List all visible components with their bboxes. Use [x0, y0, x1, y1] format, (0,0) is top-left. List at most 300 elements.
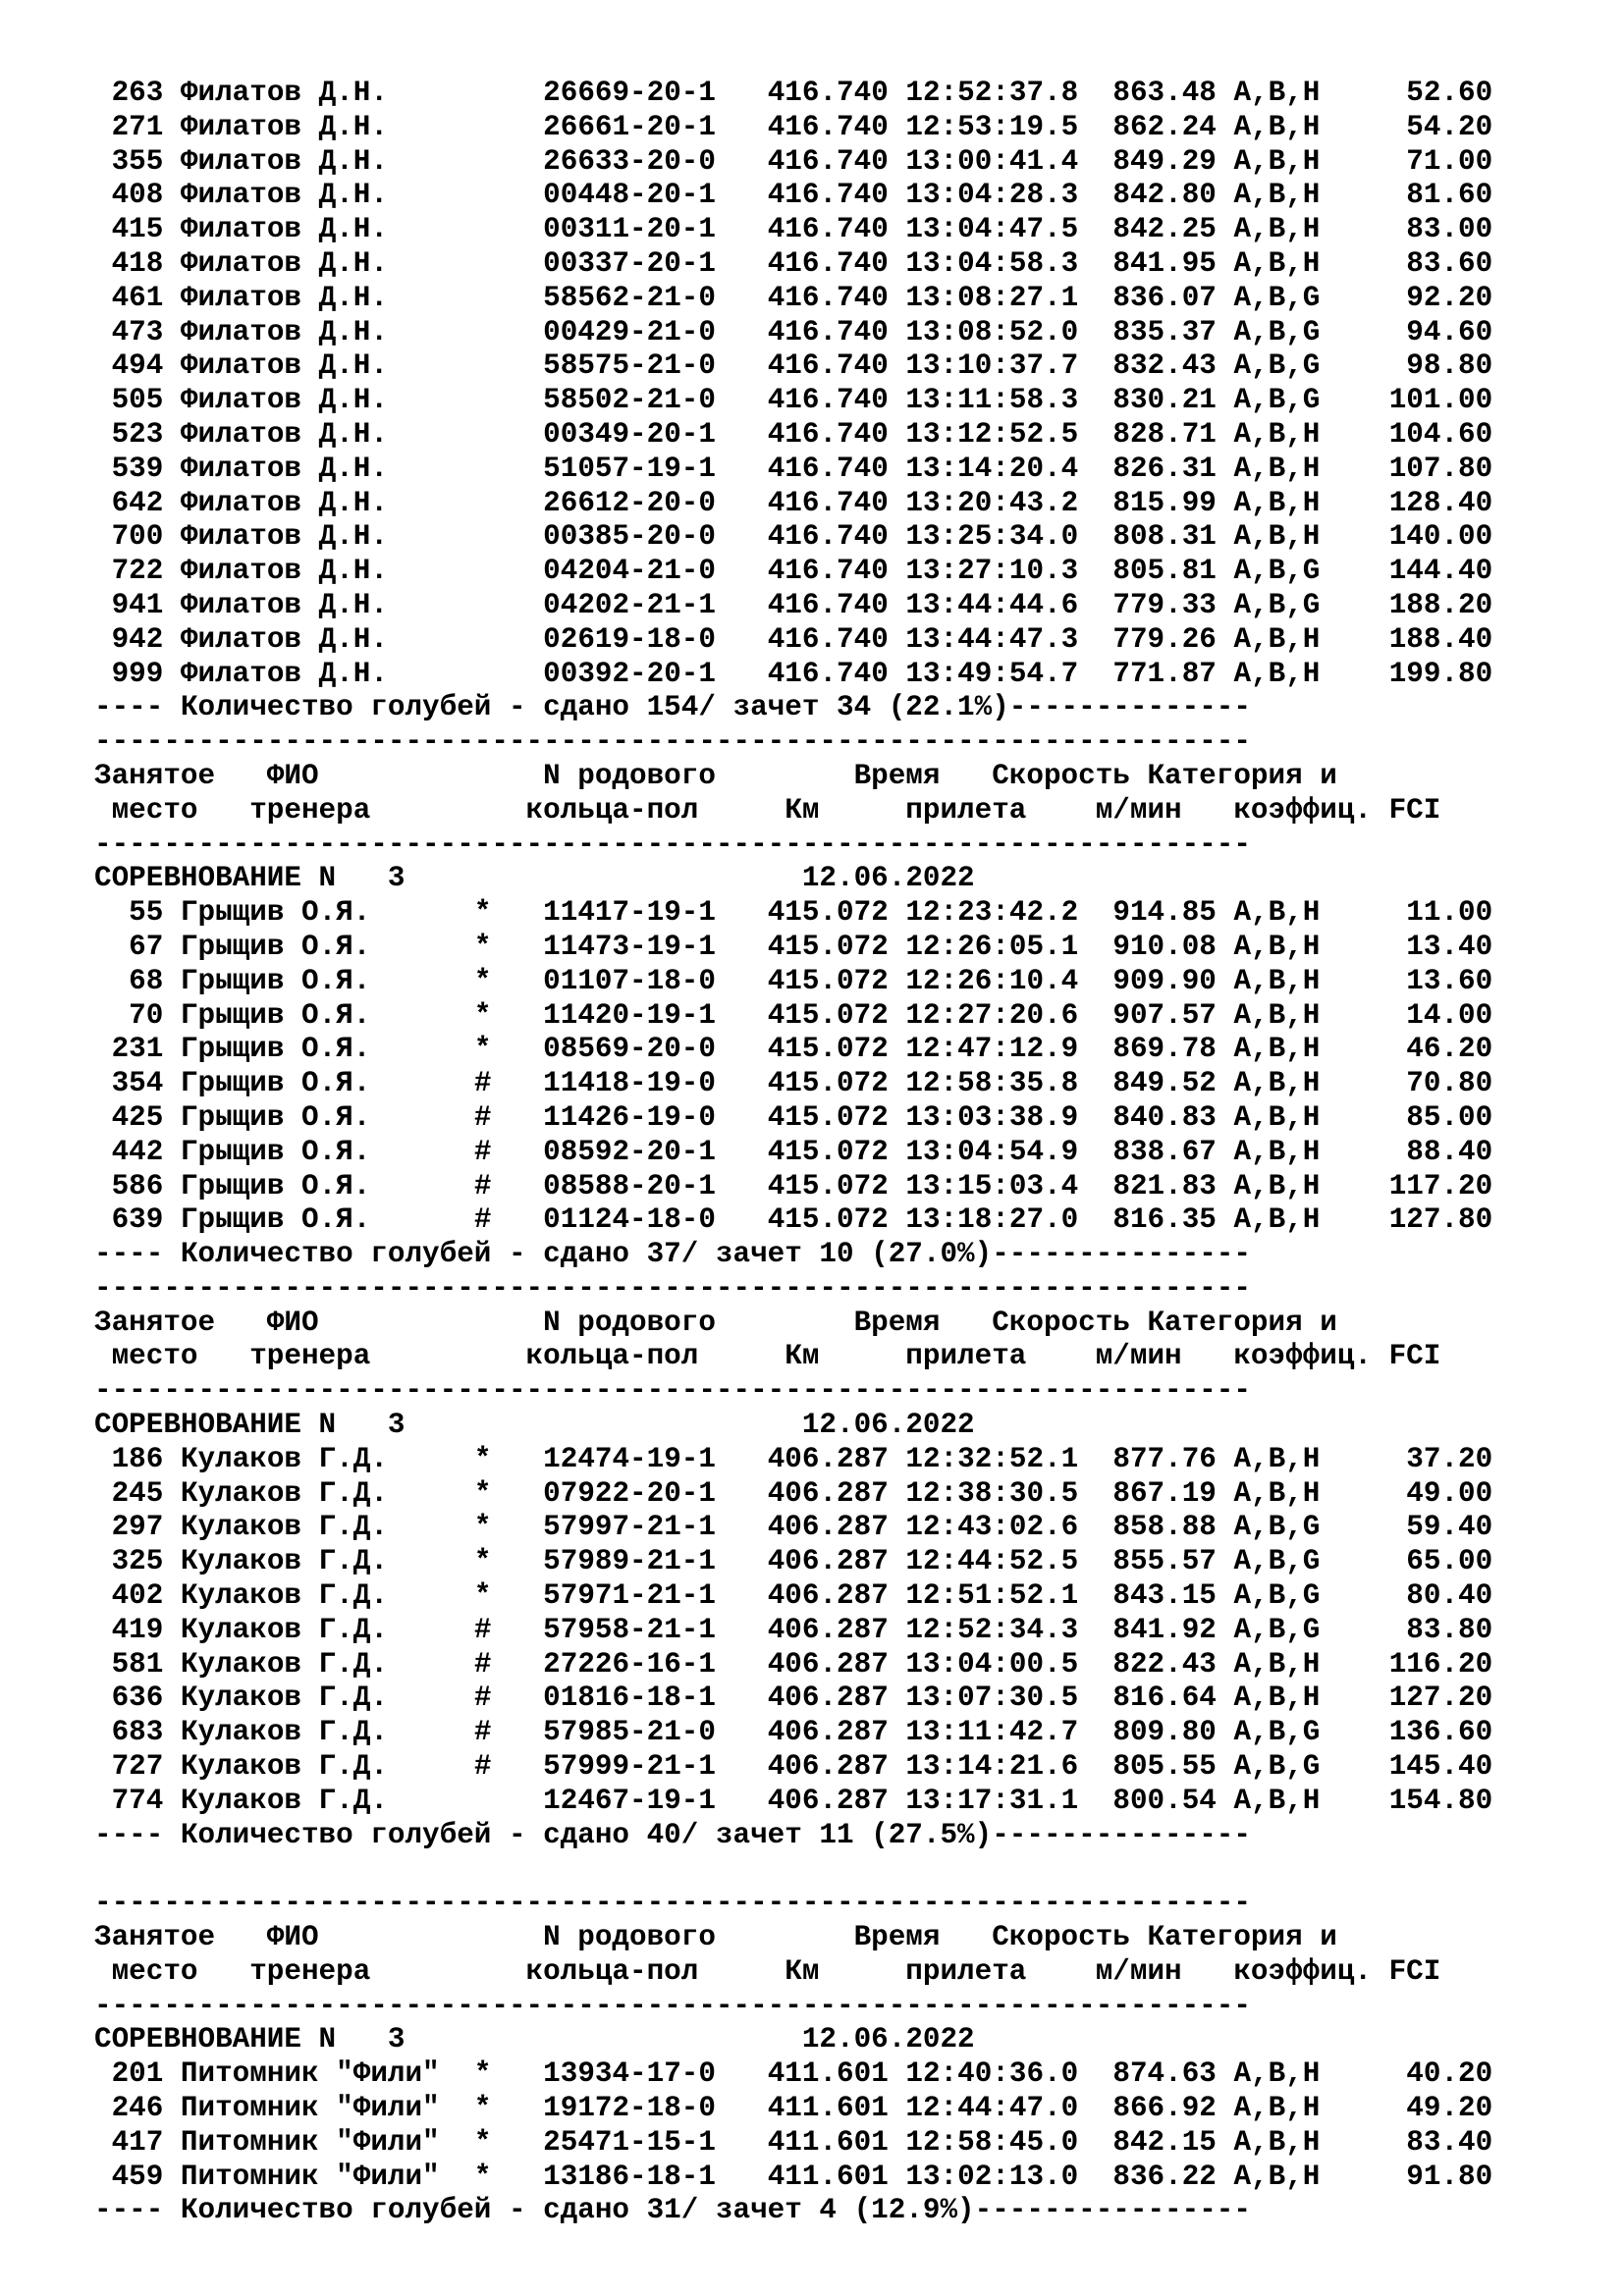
arrival-time: 13:04:28.3	[905, 179, 1079, 212]
mark	[474, 520, 492, 553]
table-row	[94, 2092, 1492, 2126]
place: 494	[94, 349, 164, 383]
table-row	[94, 2057, 1492, 2092]
speed: 826.31	[1112, 452, 1217, 485]
speed: 805.55	[1112, 1750, 1217, 1784]
speed: 836.22	[1112, 2160, 1217, 2193]
trainer-name: Филатов Д.Н.	[180, 384, 458, 417]
trainer-name: Филатов Д.Н.	[180, 179, 458, 212]
category: A,B,H	[1233, 417, 1321, 451]
speed: 840.83	[1112, 1100, 1217, 1134]
table-row	[94, 2126, 1492, 2161]
competition-title: СОРЕВНОВАНИЕ N 3	[94, 2023, 716, 2056]
category: A,B,G	[1233, 588, 1321, 621]
speed: 867.19	[1112, 1476, 1217, 1510]
trainer-name: Филатов Д.Н.	[180, 246, 458, 280]
trainer-name: Филатов Д.Н.	[180, 622, 458, 656]
trainer-name: Филатов Д.Н.	[180, 110, 458, 143]
speed: 909.90	[1112, 964, 1217, 997]
place: 774	[94, 1784, 164, 1817]
rule-line: -------------------------------------------------------------------	[94, 1989, 1251, 2022]
mark: #	[473, 1169, 492, 1202]
arrival-time: 13:44:47.3	[905, 622, 1079, 656]
ring-number: 12467-19-1	[543, 1784, 716, 1817]
fci-coefficient: 85.00	[1320, 1100, 1493, 1134]
speed: 779.26	[1112, 622, 1217, 656]
arrival-time: 12:38:30.5	[905, 1476, 1079, 1510]
table-header	[94, 760, 1492, 794]
table-header-line-1: Занятое ФИО N родового Время Скорость Категория и	[94, 759, 1337, 792]
table-row	[94, 1170, 1492, 1204]
place: 186	[94, 1442, 164, 1475]
speed: 869.78	[1112, 1033, 1217, 1066]
place: 408	[94, 179, 164, 212]
arrival-time: 12:52:37.8	[905, 77, 1079, 109]
table-row	[94, 1511, 1492, 1545]
category: A,B,G	[1233, 1716, 1321, 1749]
summary-line: ---- Количество голубей - сдано 31/ зачет 4 (12.9%)----------------	[94, 2194, 1251, 2227]
category: A,B,G	[1233, 384, 1321, 417]
speed: 842.80	[1112, 179, 1217, 212]
ring-number: 07922-20-1	[543, 1476, 716, 1510]
speed: 866.92	[1112, 2092, 1217, 2125]
distance-km: 406.287	[767, 1442, 889, 1475]
category: A,B,H	[1233, 213, 1321, 246]
table-row	[94, 896, 1492, 931]
arrival-time: 12:43:02.6	[905, 1511, 1079, 1544]
fci-coefficient: 127.80	[1320, 1203, 1493, 1237]
mark	[474, 589, 492, 621]
competition-date: 12.06.2022	[801, 2023, 975, 2056]
summary-line: ---- Количество голубей - сдано 37/ зачет 10 (27.0%)---------------	[94, 1238, 1251, 1271]
fci-coefficient: 83.60	[1320, 246, 1493, 280]
trainer-name: Кулаков Г.Д.	[180, 1750, 458, 1784]
mark: *	[473, 2125, 492, 2159]
ring-number: 00349-20-1	[543, 417, 716, 451]
table-row	[94, 145, 1492, 180]
arrival-time: 13:18:27.0	[905, 1203, 1079, 1237]
distance-km: 415.072	[767, 896, 889, 930]
arrival-time: 13:11:58.3	[905, 384, 1079, 417]
fci-coefficient: 13.40	[1320, 930, 1493, 963]
competition-line	[94, 862, 1492, 896]
mark	[474, 179, 492, 211]
summary-line: ---- Количество голубей - сдано 154/ зачет 34 (22.1%)--------------	[94, 691, 1251, 724]
arrival-time: 13:27:10.3	[905, 555, 1079, 588]
fci-coefficient: 14.00	[1320, 998, 1493, 1032]
trainer-name: Кулаков Г.Д.	[180, 1545, 458, 1578]
ring-number: 01816-18-1	[543, 1682, 716, 1715]
place: 727	[94, 1750, 164, 1784]
ring-number: 01124-18-0	[543, 1203, 716, 1237]
speed: 855.57	[1112, 1545, 1217, 1578]
mark: *	[473, 1579, 492, 1613]
place: 417	[94, 2125, 164, 2159]
category: A,B,H	[1233, 1100, 1321, 1134]
fci-coefficient: 88.40	[1320, 1135, 1493, 1168]
table-row	[94, 623, 1492, 658]
speed: 907.57	[1112, 998, 1217, 1032]
arrival-time: 13:20:43.2	[905, 486, 1079, 519]
place: 246	[94, 2092, 164, 2125]
results-document	[94, 77, 1492, 2228]
table-row	[94, 1067, 1492, 1101]
trainer-name: Филатов Д.Н.	[180, 417, 458, 451]
category: A,B,H	[1233, 452, 1321, 485]
category: A,B,G	[1233, 315, 1321, 348]
ring-number: 25471-15-1	[543, 2125, 716, 2159]
speed: 841.95	[1112, 246, 1217, 280]
distance-km: 416.740	[767, 417, 889, 451]
arrival-time: 13:10:37.7	[905, 349, 1079, 383]
speed: 836.07	[1112, 281, 1217, 314]
summary-text: Количество голубей - сдано 40/ зачет 11 (27.5%)	[180, 1818, 993, 1851]
competition-line	[94, 2023, 1492, 2057]
trainer-name: Филатов Д.Н.	[180, 588, 458, 621]
ring-number: 26633-20-0	[543, 144, 716, 178]
trainer-name: Кулаков Г.Д.	[180, 1442, 458, 1475]
mark: *	[473, 964, 492, 997]
table-header	[94, 1307, 1492, 1341]
fci-coefficient: 46.20	[1320, 1033, 1493, 1066]
mark	[474, 213, 492, 245]
trainer-name: Филатов Д.Н.	[180, 657, 458, 690]
speed: 816.64	[1112, 1682, 1217, 1715]
table-row	[94, 487, 1492, 521]
mark	[474, 1785, 492, 1817]
ring-number: 08588-20-1	[543, 1169, 716, 1202]
trainer-name: Кулаков Г.Д.	[180, 1784, 458, 1817]
place: 419	[94, 1613, 164, 1646]
ring-number: 00392-20-1	[543, 657, 716, 690]
arrival-time: 12:26:10.4	[905, 964, 1079, 997]
fci-coefficient: 116.20	[1320, 1647, 1493, 1681]
category: A,B,H	[1233, 964, 1321, 997]
table-row	[94, 316, 1492, 350]
speed: 849.29	[1112, 144, 1217, 178]
category: A,B,H	[1233, 1033, 1321, 1066]
mark	[474, 282, 492, 314]
place: 442	[94, 1135, 164, 1168]
fci-coefficient: 94.60	[1320, 315, 1493, 348]
speed: 849.52	[1112, 1067, 1217, 1100]
summary-text: Количество голубей - сдано 31/ зачет 4 (12.9%)	[180, 2194, 975, 2227]
trainer-name: Кулаков Г.Д.	[180, 1476, 458, 1510]
fci-coefficient: 127.20	[1320, 1682, 1493, 1715]
category: A,B,H	[1233, 657, 1321, 690]
place: 722	[94, 555, 164, 588]
mark: #	[473, 1135, 492, 1168]
place: 942	[94, 622, 164, 656]
mark: #	[473, 1100, 492, 1134]
place: 201	[94, 2057, 164, 2091]
mark	[474, 487, 492, 519]
ring-number: 08592-20-1	[543, 1135, 716, 1168]
ring-number: 58502-21-0	[543, 384, 716, 417]
arrival-time: 13:04:00.5	[905, 1647, 1079, 1681]
distance-km: 416.740	[767, 110, 889, 143]
distance-km: 406.287	[767, 1545, 889, 1578]
table-row	[94, 349, 1492, 384]
mark: #	[473, 1203, 492, 1237]
distance-km: 406.287	[767, 1511, 889, 1544]
trainer-name: Филатов Д.Н.	[180, 452, 458, 485]
rule-line: -------------------------------------------------------------------	[94, 1271, 1251, 1305]
fci-coefficient: 144.40	[1320, 555, 1493, 588]
table-header-line-1: Занятое ФИО N родового Время Скорость Категория и	[94, 1921, 1337, 1954]
arrival-time: 13:00:41.4	[905, 144, 1079, 178]
category: A,B,H	[1233, 2160, 1321, 2193]
distance-km: 415.072	[767, 930, 889, 963]
category: A,B,H	[1233, 1169, 1321, 1202]
arrival-time: 13:17:31.1	[905, 1784, 1079, 1817]
table-row	[94, 1477, 1492, 1512]
table-header	[94, 1921, 1492, 1955]
mark: *	[473, 1511, 492, 1544]
ring-number: 13934-17-0	[543, 2057, 716, 2091]
fci-coefficient: 188.20	[1320, 588, 1493, 621]
speed: 858.88	[1112, 1511, 1217, 1544]
trainer-name: Грыщив О.Я.	[180, 1100, 458, 1134]
place: 263	[94, 77, 164, 109]
table-row	[94, 1033, 1492, 1067]
fci-coefficient: 140.00	[1320, 520, 1493, 554]
table-row	[94, 1203, 1492, 1238]
ring-number: 26661-20-1	[543, 110, 716, 143]
fci-coefficient: 98.80	[1320, 349, 1493, 383]
category: A,B,G	[1233, 281, 1321, 314]
table-row	[94, 1614, 1492, 1648]
fci-coefficient: 37.20	[1320, 1442, 1493, 1475]
arrival-time: 12:44:47.0	[905, 2092, 1079, 2125]
arrival-time: 12:51:52.1	[905, 1579, 1079, 1613]
arrival-time: 13:14:21.6	[905, 1750, 1079, 1784]
fci-coefficient: 107.80	[1320, 452, 1493, 485]
mark	[474, 145, 492, 178]
trainer-name: Филатов Д.Н.	[180, 213, 458, 246]
place: 231	[94, 1033, 164, 1066]
arrival-time: 13:12:52.5	[905, 417, 1079, 451]
category: A,B,G	[1233, 1579, 1321, 1613]
place: 683	[94, 1716, 164, 1749]
category: A,B,H	[1233, 2092, 1321, 2125]
place: 639	[94, 1203, 164, 1237]
speed: 815.99	[1112, 486, 1217, 519]
mark: #	[473, 1613, 492, 1646]
fci-coefficient: 128.40	[1320, 486, 1493, 519]
category: A,B,H	[1233, 1203, 1321, 1237]
distance-km: 416.740	[767, 179, 889, 212]
category: A,B,G	[1233, 1511, 1321, 1544]
speed: 832.43	[1112, 349, 1217, 383]
fci-coefficient: 52.60	[1320, 77, 1493, 109]
speed: 863.48	[1112, 77, 1217, 109]
ring-number: 01107-18-0	[543, 964, 716, 997]
distance-km: 411.601	[767, 2125, 889, 2159]
fci-coefficient: 101.00	[1320, 384, 1493, 417]
category: A,B,H	[1233, 1476, 1321, 1510]
arrival-time: 12:26:05.1	[905, 930, 1079, 963]
distance-km: 406.287	[767, 1784, 889, 1817]
ring-number: 12474-19-1	[543, 1442, 716, 1475]
trainer-name: Питомник "Фили"	[180, 2092, 458, 2125]
place: 325	[94, 1545, 164, 1578]
speed: 821.83	[1112, 1169, 1217, 1202]
speed: 830.21	[1112, 384, 1217, 417]
place: 418	[94, 246, 164, 280]
distance-km: 416.740	[767, 622, 889, 656]
trainer-name: Филатов Д.Н.	[180, 77, 458, 109]
trainer-name: Кулаков Г.Д.	[180, 1579, 458, 1613]
arrival-time: 13:02:13.0	[905, 2160, 1079, 2193]
place: 473	[94, 315, 164, 348]
arrival-time: 13:14:20.4	[905, 452, 1079, 485]
speed: 843.15	[1112, 1579, 1217, 1613]
place: 523	[94, 417, 164, 451]
place: 505	[94, 384, 164, 417]
speed: 842.15	[1112, 2125, 1217, 2159]
trainer-name: Кулаков Г.Д.	[180, 1716, 458, 1749]
category: A,B,H	[1233, 246, 1321, 280]
distance-km: 416.740	[767, 315, 889, 348]
speed: 779.33	[1112, 588, 1217, 621]
table-row	[94, 1545, 1492, 1579]
table-row	[94, 520, 1492, 555]
mark: *	[473, 1033, 492, 1066]
mark: #	[473, 1750, 492, 1784]
table-row	[94, 1579, 1492, 1614]
fci-coefficient: 40.20	[1320, 2057, 1493, 2091]
place: 67	[94, 930, 164, 963]
arrival-time: 12:40:36.0	[905, 2057, 1079, 2091]
category: A,B,G	[1233, 1545, 1321, 1578]
speed: 841.92	[1112, 1613, 1217, 1646]
ring-number: 00311-20-1	[543, 213, 716, 246]
category: A,B,H	[1233, 1682, 1321, 1715]
arrival-time: 13:08:27.1	[905, 281, 1079, 314]
distance-km: 406.287	[767, 1476, 889, 1510]
mark	[474, 316, 492, 348]
table-row	[94, 965, 1492, 999]
speed: 842.25	[1112, 213, 1217, 246]
table-row	[94, 1648, 1492, 1682]
ring-number: 04204-21-0	[543, 555, 716, 588]
ring-number: 57971-21-1	[543, 1579, 716, 1613]
place: 68	[94, 964, 164, 997]
category: A,B,H	[1233, 77, 1321, 109]
distance-km: 415.072	[767, 1135, 889, 1168]
table-row	[94, 589, 1492, 623]
category: A,B,H	[1233, 2125, 1321, 2159]
arrival-time: 13:11:42.7	[905, 1716, 1079, 1749]
fci-coefficient: 54.20	[1320, 110, 1493, 143]
fci-coefficient: 154.80	[1320, 1784, 1493, 1817]
trainer-name: Грыщив О.Я.	[180, 964, 458, 997]
rule-line: -------------------------------------------------------------------	[94, 725, 1251, 759]
rule-line: -------------------------------------------------------------------	[94, 1887, 1251, 1920]
category: A,B,H	[1233, 144, 1321, 178]
ring-number: 11417-19-1	[543, 896, 716, 930]
rule-line: -------------------------------------------------------------------	[94, 828, 1251, 861]
category: A,B,H	[1233, 1135, 1321, 1168]
fci-coefficient: 136.60	[1320, 1716, 1493, 1749]
table-row	[94, 77, 1492, 111]
distance-km: 411.601	[767, 2057, 889, 2091]
distance-km: 416.740	[767, 520, 889, 554]
ring-number: 00429-21-0	[543, 315, 716, 348]
distance-km: 416.740	[767, 144, 889, 178]
trainer-name: Грыщив О.Я.	[180, 896, 458, 930]
ring-number: 19172-18-0	[543, 2092, 716, 2125]
mark	[474, 247, 492, 280]
distance-km: 416.740	[767, 213, 889, 246]
arrival-time: 13:07:30.5	[905, 1682, 1079, 1715]
table-header	[94, 1955, 1492, 1990]
distance-km: 411.601	[767, 2092, 889, 2125]
mark	[474, 658, 492, 690]
place: 415	[94, 213, 164, 246]
distance-km: 415.072	[767, 1033, 889, 1066]
speed: 910.08	[1112, 930, 1217, 963]
table-row	[94, 111, 1492, 145]
fci-coefficient: 11.00	[1320, 896, 1493, 930]
speed: 771.87	[1112, 657, 1217, 690]
category: A,B,H	[1233, 1784, 1321, 1817]
blank-line	[94, 1852, 1492, 1887]
mark	[474, 453, 492, 485]
ring-number: 51057-19-1	[543, 452, 716, 485]
table-row	[94, 418, 1492, 453]
ring-number: 00337-20-1	[543, 246, 716, 280]
mark	[474, 111, 492, 143]
speed: 914.85	[1112, 896, 1217, 930]
category: A,B,G	[1233, 555, 1321, 588]
arrival-time: 12:23:42.2	[905, 896, 1079, 930]
trainer-name: Филатов Д.Н.	[180, 520, 458, 554]
distance-km: 416.740	[767, 384, 889, 417]
distance-km: 416.740	[767, 349, 889, 383]
ring-number: 11418-19-0	[543, 1067, 716, 1100]
trainer-name: Питомник "Фили"	[180, 2160, 458, 2193]
distance-km: 415.072	[767, 964, 889, 997]
fci-coefficient: 91.80	[1320, 2160, 1493, 2193]
category: A,B,H	[1233, 520, 1321, 554]
category: A,B,H	[1233, 998, 1321, 1032]
rule-line: -------------------------------------------------------------------	[94, 1374, 1251, 1408]
mark	[474, 418, 492, 451]
distance-km: 406.287	[767, 1579, 889, 1613]
place: 271	[94, 110, 164, 143]
trainer-name: Филатов Д.Н.	[180, 315, 458, 348]
arrival-time: 12:32:52.1	[905, 1442, 1079, 1475]
trainer-name: Грыщив О.Я.	[180, 1169, 458, 1202]
place: 355	[94, 144, 164, 178]
table-row	[94, 555, 1492, 589]
distance-km: 415.072	[767, 1067, 889, 1100]
trainer-name: Грыщив О.Я.	[180, 1135, 458, 1168]
trainer-name: Питомник "Фили"	[180, 2057, 458, 2091]
fci-coefficient: 49.00	[1320, 1476, 1493, 1510]
mark: *	[473, 2092, 492, 2125]
table-row	[94, 1443, 1492, 1477]
category: A,B,H	[1233, 896, 1321, 930]
arrival-time: 12:58:45.0	[905, 2125, 1079, 2159]
distance-km: 406.287	[767, 1647, 889, 1681]
place: 55	[94, 896, 164, 930]
mark	[474, 349, 492, 382]
mark: #	[473, 1682, 492, 1715]
speed: 808.31	[1112, 520, 1217, 554]
